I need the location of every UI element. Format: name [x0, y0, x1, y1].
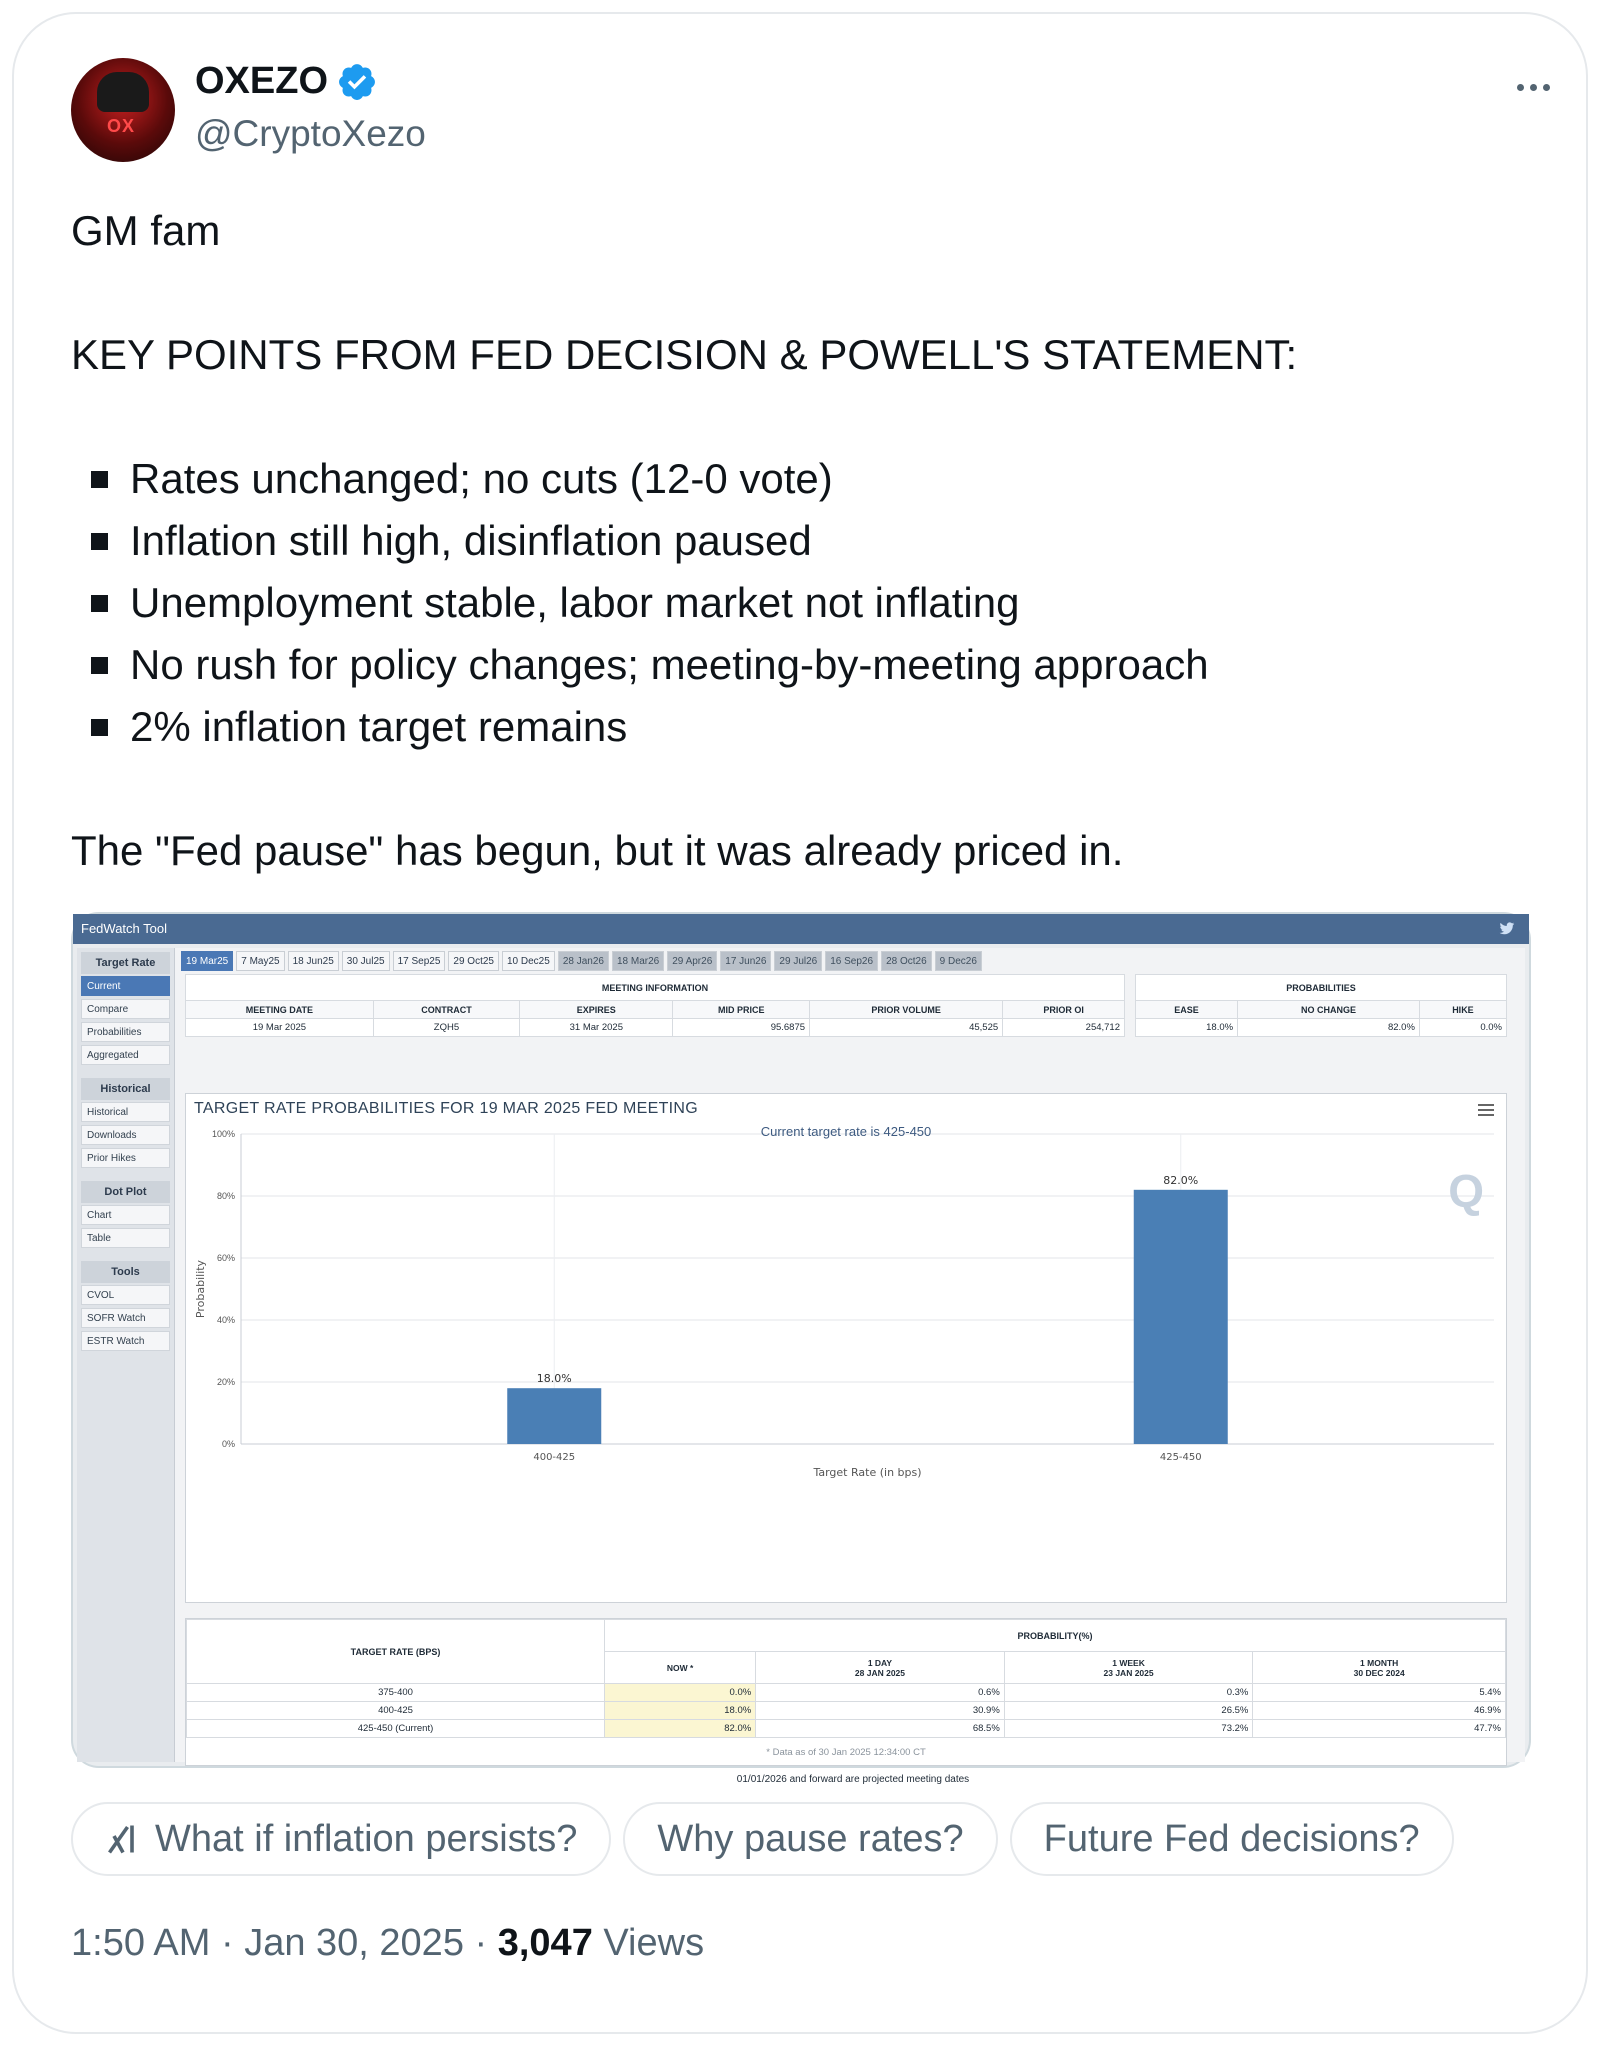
probabilities-cell: 18.0% — [1136, 1019, 1238, 1037]
table-row — [187, 1702, 1506, 1720]
sidebar-item-historical[interactable]: Historical — [81, 1102, 170, 1122]
prob-col-header-line1: 1 MONTH — [1360, 1657, 1399, 1668]
tweet-bullet — [71, 448, 1491, 510]
prob-col-header-line1: 1 WEEK — [1112, 1657, 1145, 1668]
x-axis-label: Target Rate (in bps) — [813, 1466, 922, 1479]
tweet-bullet-list — [71, 448, 1491, 758]
prob-value-cell: 82.0% — [605, 1720, 756, 1738]
suggestion-chip-label: Why pause rates? — [657, 1817, 964, 1860]
tab-meeting-date[interactable]: 29 Oct25 — [448, 951, 499, 971]
tweet-bullet — [71, 634, 1491, 696]
fedwatch-titlebar — [73, 914, 1529, 944]
more-options-icon[interactable] — [1508, 62, 1558, 112]
meeting-tabs — [181, 948, 982, 972]
prob-value-cell: 73.2% — [1004, 1720, 1253, 1738]
prob-col-header-line1: 1 DAY — [867, 1657, 893, 1668]
probabilities-col-header: NO CHANGE — [1238, 1001, 1420, 1019]
bullet-square-icon — [91, 657, 108, 674]
tab-meeting-date[interactable]: 19 Mar25 — [181, 951, 233, 971]
prob-rate-cell: 375-400 — [187, 1684, 605, 1702]
prob-value-cell: 18.0% — [605, 1702, 756, 1720]
prob-col-header — [756, 1652, 1005, 1684]
meeting-info-cell: 95.6875 — [673, 1019, 810, 1037]
suggestion-chip-label: What if inflation persists? — [155, 1817, 578, 1860]
suggestion-chip[interactable] — [623, 1802, 997, 1876]
sidebar-item-chart[interactable]: Chart — [81, 1205, 170, 1225]
sidebar-item-downloads[interactable]: Downloads — [81, 1125, 170, 1145]
prob-col-header — [605, 1652, 756, 1684]
sidebar-item-prior-hikes[interactable]: Prior Hikes — [81, 1148, 170, 1168]
prob-value-cell: 68.5% — [756, 1720, 1005, 1738]
prob-value-cell: 26.5% — [1004, 1702, 1253, 1720]
prob-value-cell: 5.4% — [1253, 1684, 1506, 1702]
sidebar-item-probabilities[interactable]: Probabilities — [81, 1022, 170, 1042]
y-tick-label: 100% — [211, 1129, 235, 1139]
chart-menu-icon[interactable] — [1478, 1104, 1494, 1116]
bar-400-425[interactable] — [507, 1388, 601, 1444]
prob-value-cell: 0.6% — [756, 1684, 1005, 1702]
meeting-info-cell: 19 Mar 2025 — [186, 1019, 374, 1037]
author-name-row — [195, 60, 378, 103]
views-count: 3,047 — [497, 1922, 593, 1964]
prob-value-cell: 47.7% — [1253, 1720, 1506, 1738]
prob-value-cell: 0.3% — [1004, 1684, 1253, 1702]
fedwatch-app-title: FedWatch Tool — [81, 921, 167, 936]
bar-425-450[interactable] — [1134, 1190, 1228, 1444]
probability-history-table — [185, 1618, 1507, 1766]
meeting-info-col-header: MID PRICE — [673, 1001, 810, 1019]
avatar-helmet-shape — [97, 72, 149, 112]
prob-value-cell: 46.9% — [1253, 1702, 1506, 1720]
tweet-bullet-text: Inflation still high, disinflation paused — [130, 517, 812, 564]
tweet-bullet-text: Rates unchanged; no cuts (12-0 vote) — [130, 455, 833, 502]
tweet-bullet-text: 2% inflation target remains — [130, 703, 628, 750]
chart-plot — [186, 1094, 1508, 1604]
y-tick-label: 20% — [216, 1377, 235, 1387]
tweet-heading: KEY POINTS FROM FED DECISION & POWELL'S STATEMENT: — [71, 331, 1298, 378]
suggestion-chip-label: Future Fed decisions? — [1043, 1817, 1420, 1860]
y-tick-label: 80% — [216, 1191, 235, 1201]
grok-icon — [105, 1821, 141, 1857]
tab-meeting-date[interactable]: 9 Dec26 — [935, 951, 982, 971]
suggestion-chip[interactable] — [71, 1802, 611, 1876]
fedwatch-main — [181, 948, 1525, 1785]
bar-data-label: 82.0% — [1163, 1173, 1199, 1187]
sidebar-item-estr-watch[interactable]: ESTR Watch — [81, 1331, 170, 1351]
author-handle[interactable]: @CryptoXezo — [195, 113, 426, 154]
rate-probability-chart — [185, 1093, 1507, 1603]
bullet-square-icon — [91, 719, 108, 736]
sidebar-item-sofr-watch[interactable]: SOFR Watch — [81, 1308, 170, 1328]
tweet-meta: 1:50 AM · Jan 30, 2025 · 3,047 Views — [71, 1922, 705, 1964]
tab-meeting-date[interactable]: 16 Sep26 — [825, 951, 878, 971]
y-tick-label: 40% — [216, 1315, 235, 1325]
probability-history-grid — [186, 1619, 1506, 1738]
tweet-bullet — [71, 572, 1491, 634]
tweet-date[interactable]: Jan 30, 2025 — [244, 1922, 464, 1964]
views-label: Views — [603, 1922, 705, 1964]
tab-meeting-date[interactable]: 18 Jun25 — [288, 951, 339, 971]
prob-col-header — [1253, 1652, 1506, 1684]
bar-data-label: 18.0% — [536, 1372, 572, 1386]
chart-subtitle: Current target rate is 425-450 — [760, 1124, 932, 1139]
fedwatch-body — [77, 948, 1525, 1785]
avatar[interactable] — [71, 58, 175, 162]
suggestion-chips — [71, 1802, 1454, 1876]
sidebar-section-head: Historical — [81, 1078, 170, 1100]
table-row — [187, 1720, 1506, 1738]
sidebar-item-aggregated[interactable]: Aggregated — [81, 1045, 170, 1065]
tab-meeting-date[interactable]: 28 Jan26 — [558, 951, 609, 971]
meeting-info-col-header: PRIOR VOLUME — [810, 1001, 1003, 1019]
sidebar-item-cvol[interactable]: CVOL — [81, 1285, 170, 1305]
sidebar-item-current[interactable]: Current — [81, 976, 170, 996]
y-tick-label: 0% — [221, 1439, 235, 1449]
meeting-info-col-header: EXPIRES — [520, 1001, 673, 1019]
tweet-time[interactable]: 1:50 AM — [71, 1922, 211, 1964]
probabilities-col-header: HIKE — [1419, 1001, 1506, 1019]
tweet-bullet — [71, 696, 1491, 758]
prob-col-header-line2: 30 DEC 2024 — [1353, 1667, 1405, 1678]
table-row — [187, 1684, 1506, 1702]
prob-col-header-line2: 23 JAN 2025 — [1103, 1667, 1154, 1678]
probabilities-cell: 82.0% — [1238, 1019, 1420, 1037]
sidebar-section-head: Dot Plot — [81, 1181, 170, 1203]
verified-badge-icon — [336, 61, 378, 103]
tab-meeting-date[interactable]: 18 Mar26 — [612, 951, 664, 971]
probability-header: PROBABILITY(%) — [605, 1620, 1506, 1652]
tweet-bullet — [71, 510, 1491, 572]
tweet-text — [71, 200, 1491, 882]
meeting-info-cell: 254,712 — [1003, 1019, 1125, 1037]
prob-value-cell: 0.0% — [605, 1684, 756, 1702]
tweet-greeting: GM fam — [71, 207, 221, 254]
tweet-bullet-text: Unemployment stable, labor market not inflating — [130, 579, 1020, 626]
chart-title: TARGET RATE PROBABILITIES FOR 19 MAR 2025 FED MEETING — [194, 1100, 699, 1117]
prob-col-header — [1004, 1652, 1253, 1684]
sidebar-section-head: Target Rate — [81, 952, 170, 974]
meeting-info-col-header: CONTRACT — [373, 1001, 519, 1019]
probabilities-title: PROBABILITIES — [1136, 975, 1507, 1001]
sidebar-section-head: Tools — [81, 1261, 170, 1283]
y-tick-label: 60% — [216, 1253, 235, 1263]
target-rate-header: TARGET RATE (BPS) — [187, 1620, 605, 1684]
data-timestamp-note: * Data as of 30 Jan 2025 12:34:00 CT — [766, 1747, 926, 1758]
tab-meeting-date[interactable]: 29 Apr26 — [667, 951, 717, 971]
meeting-info-title: MEETING INFORMATION — [186, 975, 1125, 1001]
bullet-square-icon — [91, 471, 108, 488]
probabilities-cell: 0.0% — [1419, 1019, 1506, 1037]
fedwatch-sidebar — [77, 948, 175, 1762]
tweet-closing: The "Fed pause" has begun, but it was already priced in. — [71, 827, 1124, 874]
tab-meeting-date[interactable]: 7 May25 — [236, 951, 284, 971]
meeting-info-col-header: MEETING DATE — [186, 1001, 374, 1019]
sidebar-item-table[interactable]: Table — [81, 1228, 170, 1248]
meeting-info-cell: ZQH5 — [373, 1019, 519, 1037]
meeting-info-cell: 31 Mar 2025 — [520, 1019, 673, 1037]
author-display-name[interactable]: OXEZO — [195, 60, 329, 102]
prob-rate-cell: 400-425 — [187, 1702, 605, 1720]
suggestion-chip[interactable] — [1010, 1802, 1454, 1876]
sidebar-item-compare[interactable]: Compare — [81, 999, 170, 1019]
meeting-info-col-header: PRIOR OI — [1003, 1001, 1125, 1019]
prob-col-header-line2: 28 JAN 2025 — [854, 1667, 906, 1678]
meeting-info-cell: 45,525 — [810, 1019, 1003, 1037]
tab-meeting-date[interactable]: 28 Oct26 — [881, 951, 932, 971]
tweet-bullet-text: No rush for policy changes; meeting-by-meeting approach — [130, 641, 1209, 688]
prob-rate-cell: 425-450 (Current) — [187, 1720, 605, 1738]
meeting-info-table — [185, 974, 1125, 1037]
prob-value-cell: 30.9% — [756, 1702, 1005, 1720]
probabilities-table — [1135, 974, 1507, 1037]
twitter-bird-icon — [1499, 922, 1515, 936]
bullet-square-icon — [91, 533, 108, 550]
y-axis-label: Probability — [194, 1259, 207, 1319]
probabilities-col-header: EASE — [1136, 1001, 1238, 1019]
x-tick-label: 400-425 — [533, 1452, 576, 1463]
tab-meeting-date[interactable]: 29 Jul26 — [774, 951, 822, 971]
prob-col-header-line1: NOW * — [666, 1662, 694, 1673]
x-tick-label: 425-450 — [1159, 1452, 1202, 1463]
tab-meeting-date[interactable]: 17 Sep25 — [393, 951, 446, 971]
chart-watermark: Q — [1448, 1165, 1484, 1217]
tab-meeting-date[interactable]: 30 Jul25 — [342, 951, 390, 971]
avatar-text: OX — [107, 116, 136, 136]
projected-dates-note: 01/01/2026 and forward are projected meeting dates — [736, 1774, 970, 1785]
tab-meeting-date[interactable]: 10 Dec25 — [502, 951, 555, 971]
tweet-image[interactable] — [71, 912, 1531, 1785]
tab-meeting-date[interactable]: 17 Jun26 — [720, 951, 771, 971]
bullet-square-icon — [91, 595, 108, 612]
